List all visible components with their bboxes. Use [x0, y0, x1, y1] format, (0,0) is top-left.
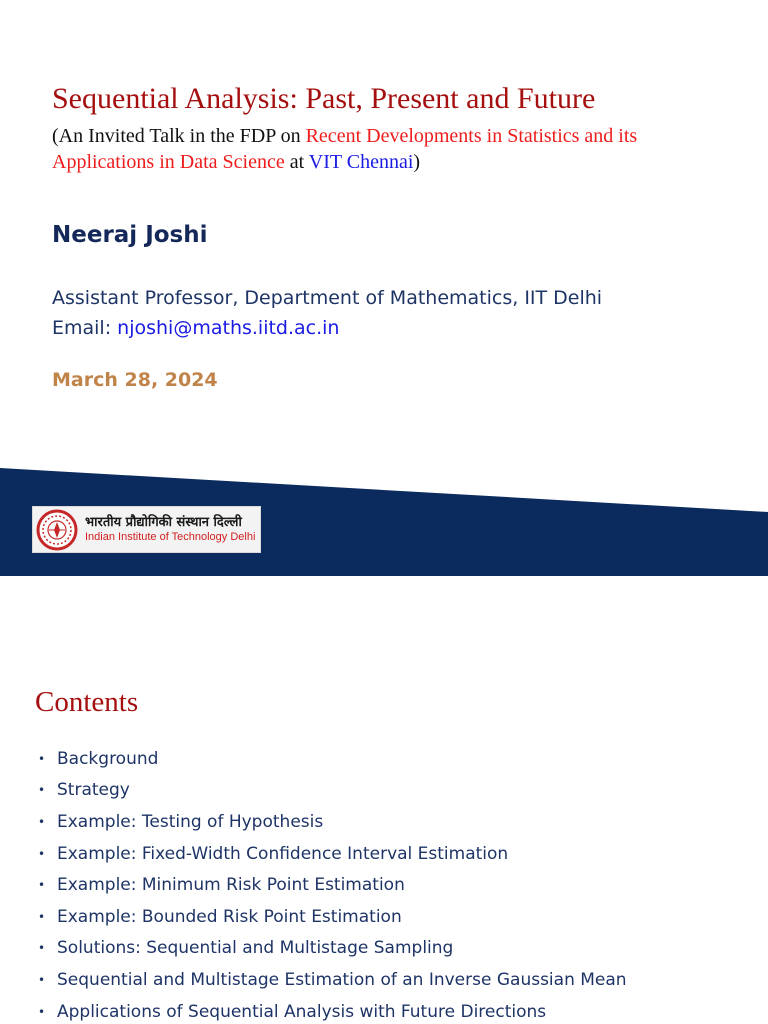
email-link[interactable]: njoshi@maths.iitd.ac.in — [117, 317, 340, 339]
contents-item-label: Solutions: Sequential and Multistage Sampling — [57, 938, 454, 959]
subtitle-prefix: (An Invited Talk in the FDP on — [52, 125, 306, 147]
contents-item — [38, 838, 627, 870]
contents-list — [38, 743, 627, 1024]
contents-item — [38, 933, 627, 965]
logo-english-text: Indian Institute of Technology Delhi — [85, 531, 256, 543]
contents-item-label: Applications of Sequential Analysis with Future Directions — [57, 1001, 547, 1022]
contents-item-label: Example: Testing of Hypothesis — [57, 811, 324, 832]
bullet-icon: • — [38, 972, 46, 987]
presentation-title: Sequential Analysis: Past, Present and Future — [52, 82, 596, 115]
contents-heading: Contents — [35, 686, 139, 718]
iit-delhi-logo — [32, 506, 261, 553]
iit-emblem-icon — [36, 509, 78, 551]
contents-item — [38, 806, 627, 838]
talk-date: March 28, 2024 — [52, 369, 218, 391]
logo-hindi-text: भारतीय प्रौद्योगिकी संस्थान दिल्ली — [85, 515, 242, 530]
program-name: Recent Developments in Statistics and its Applications in Data Science — [52, 125, 638, 173]
contents-item-label: Strategy — [57, 780, 130, 801]
author-name: Neeraj Joshi — [52, 222, 208, 248]
contents-item — [38, 775, 627, 807]
email-label: Email: — [52, 317, 112, 339]
email-line — [52, 313, 602, 343]
contents-item-label: Example: Bounded Risk Point Estimation — [57, 906, 402, 927]
contents-item — [38, 901, 627, 933]
subtitle-at: at — [284, 151, 309, 173]
bullet-icon: • — [38, 941, 46, 956]
bullet-icon: • — [38, 783, 46, 798]
contents-item-label: Example: Fixed-Width Confidence Interval Estimation — [57, 843, 509, 864]
bullet-icon: • — [38, 751, 46, 766]
bullet-icon: • — [38, 1004, 46, 1019]
bullet-icon: • — [38, 878, 46, 893]
bullet-icon: • — [38, 814, 46, 829]
bullet-icon: • — [38, 909, 46, 924]
talk-subtitle — [52, 123, 692, 175]
contents-item — [38, 964, 627, 996]
contents-slide — [0, 576, 768, 1024]
venue-name: VIT Chennai — [308, 151, 414, 173]
affiliation: Assistant Professor, Department of Mathematics, IIT Delhi — [52, 287, 603, 309]
contents-item-label: Background — [57, 748, 159, 769]
subtitle-suffix: ) — [413, 151, 421, 173]
contents-item — [38, 869, 627, 901]
contents-item — [38, 996, 627, 1024]
contents-item — [38, 743, 627, 775]
contents-item-label: Sequential and Multistage Estimation of an Inverse Gaussian Mean — [57, 969, 627, 990]
bullet-icon: • — [38, 846, 46, 861]
contents-item-label: Example: Minimum Risk Point Estimation — [57, 875, 405, 896]
author-details — [52, 283, 602, 343]
